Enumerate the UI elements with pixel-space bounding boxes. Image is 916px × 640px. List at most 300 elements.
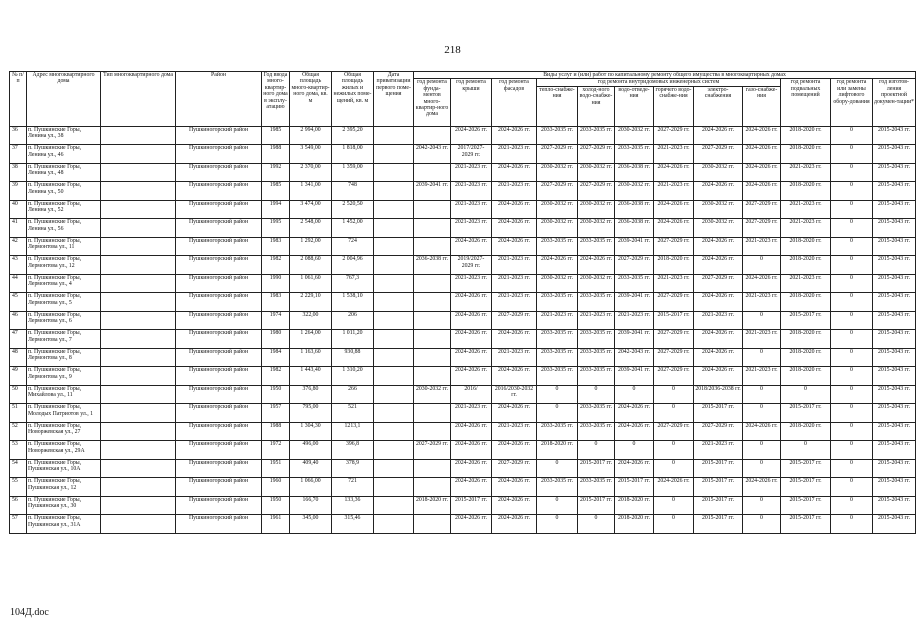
cell-privatization-date xyxy=(374,422,414,441)
row-number: 51 xyxy=(10,404,27,423)
cell-electricity: 2030-2032 гг. xyxy=(694,200,743,219)
cell-sewerage: 2042-2043 гг. xyxy=(615,348,654,367)
cell-year: 1960 xyxy=(262,478,290,497)
table-row xyxy=(10,422,916,441)
cell-privatization-date xyxy=(374,348,414,367)
cell-basement: 2015-2017 гг. xyxy=(781,311,831,330)
header-district: Район xyxy=(176,72,262,127)
cell-heating: 2018-2020 гг. xyxy=(537,441,578,460)
cell-foundation xyxy=(414,237,451,256)
header-privatization-date: Дата приватизации первого поме-щения xyxy=(374,72,414,127)
cell-privatization-date xyxy=(374,311,414,330)
cell-residential-area: 1 538,10 xyxy=(332,293,374,312)
cell-total-area: 2 548,00 xyxy=(290,219,332,238)
cell-cold-water: 2021-2023 гг. xyxy=(578,311,615,330)
cell-basement: 2021-2023 гг. xyxy=(781,274,831,293)
header-electricity: электро-снабжения xyxy=(694,86,743,126)
header-residential-area: Общая площадь жилых и нежилых поме-щений, кв. м xyxy=(332,72,374,127)
cell-heating: 2033-2035 гг. xyxy=(537,478,578,497)
cell-foundation xyxy=(414,163,451,182)
cell-cold-water: 2030-2032 гг. xyxy=(578,200,615,219)
cell-address: п. Пушкинские Горы, Лермонтова ул., 11 xyxy=(27,237,101,256)
cell-hot-water: 0 xyxy=(654,404,694,423)
table-row xyxy=(10,274,916,293)
cell-heating: 2024-2026 гг. xyxy=(537,256,578,275)
cell-electricity: 2024-2026 гг. xyxy=(694,348,743,367)
cell-total-area: 1 443,40 xyxy=(290,367,332,386)
table-header xyxy=(10,72,916,127)
header-design-docs: год изготов-ления проектной докумен-тации* xyxy=(873,79,916,126)
cell-residential-area: 767,3 xyxy=(332,274,374,293)
cell-privatization-date xyxy=(374,274,414,293)
cell-elevator: 0 xyxy=(831,515,873,534)
cell-type xyxy=(101,293,176,312)
cell-total-area: 166,70 xyxy=(290,496,332,515)
cell-foundation: 2018-2020 гг. xyxy=(414,496,451,515)
cell-hot-water: 2018-2020 гг. xyxy=(654,256,694,275)
cell-year: 1982 xyxy=(262,256,290,275)
cell-address: п. Пушкинские Горы, Пушкинская ул., 31А xyxy=(27,515,101,534)
cell-sewerage: 2033-2035 гг. xyxy=(615,145,654,164)
cell-basement: 2018-2020 гг. xyxy=(781,182,831,201)
cell-sewerage: 2024-2026 гг. xyxy=(615,404,654,423)
cell-design-docs: 2015-2043 гг. xyxy=(873,385,916,404)
cell-privatization-date xyxy=(374,478,414,497)
row-number: 53 xyxy=(10,441,27,460)
row-number: 57 xyxy=(10,515,27,534)
cell-basement: 2021-2023 гг. xyxy=(781,200,831,219)
cell-design-docs: 2015-2043 гг. xyxy=(873,219,916,238)
cell-district: Пушкиногорский район xyxy=(176,293,262,312)
cell-hot-water: 2024-2026 гг. xyxy=(654,200,694,219)
header-sewerage: водо-отведе-ния xyxy=(615,86,654,126)
cell-year: 1950 xyxy=(262,496,290,515)
header-roof: год ремонта крыши xyxy=(451,79,492,126)
cell-elevator: 0 xyxy=(831,441,873,460)
table-row xyxy=(10,496,916,515)
cell-address: п. Пушкинские Горы, Ленина ул., 46 xyxy=(27,145,101,164)
cell-sewerage: 2039-2041 гг. xyxy=(615,330,654,349)
cell-gas: 2021-2023 гг. xyxy=(743,293,781,312)
cell-residential-area: 1 818,00 xyxy=(332,145,374,164)
cell-hot-water: 2027-2029 гг. xyxy=(654,293,694,312)
row-number: 56 xyxy=(10,496,27,515)
cell-type xyxy=(101,496,176,515)
cell-sewerage: 2039-2041 гг. xyxy=(615,293,654,312)
cell-elevator: 0 xyxy=(831,311,873,330)
cell-design-docs: 2015-2043 гг. xyxy=(873,459,916,478)
cell-total-area: 2 229,10 xyxy=(290,293,332,312)
cell-type xyxy=(101,274,176,293)
cell-heating: 0 xyxy=(537,459,578,478)
cell-foundation: 2027-2029 гг. xyxy=(414,441,451,460)
cell-roof: 2024-2026 гг. xyxy=(451,441,492,460)
cell-design-docs: 2015-2043 гг. xyxy=(873,126,916,145)
cell-year: 1951 xyxy=(262,459,290,478)
cell-total-area: 2 994,00 xyxy=(290,126,332,145)
cell-heating: 2027-2029 гг. xyxy=(537,182,578,201)
cell-foundation xyxy=(414,293,451,312)
cell-electricity: 2015-2017 гг. xyxy=(694,459,743,478)
cell-design-docs: 2015-2043 гг. xyxy=(873,367,916,386)
cell-privatization-date xyxy=(374,182,414,201)
cell-foundation xyxy=(414,459,451,478)
cell-elevator: 0 xyxy=(831,293,873,312)
cell-privatization-date xyxy=(374,441,414,460)
table-row xyxy=(10,404,916,423)
cell-gas: 2027-2029 гг. xyxy=(743,200,781,219)
cell-cold-water: 2033-2035 гг. xyxy=(578,126,615,145)
cell-electricity: 2015-2017 гг. xyxy=(694,496,743,515)
cell-sewerage: 2024-2026 гг. xyxy=(615,459,654,478)
cell-address: п. Пушкинские Горы, Лермонтова ул., 7 xyxy=(27,330,101,349)
table-row xyxy=(10,145,916,164)
cell-gas: 2024-2026 гг. xyxy=(743,126,781,145)
cell-address: п. Пушкинские Горы, Ленина ул., 48 xyxy=(27,163,101,182)
cell-foundation xyxy=(414,274,451,293)
cell-electricity: 2024-2026 гг. xyxy=(694,237,743,256)
cell-gas: 0 xyxy=(743,496,781,515)
cell-heating: 2027-2029 гг. xyxy=(537,145,578,164)
cell-district: Пушкиногорский район xyxy=(176,515,262,534)
cell-roof: 2015-2017 гг. xyxy=(451,496,492,515)
cell-sewerage: 2039-2041 гг. xyxy=(615,237,654,256)
cell-heating: 2033-2035 гг. xyxy=(537,237,578,256)
cell-facade: 2024-2026 гг. xyxy=(492,367,537,386)
cell-basement: 2018-2020 гг. xyxy=(781,367,831,386)
cell-basement: 2018-2020 гг. xyxy=(781,348,831,367)
cell-foundation xyxy=(414,311,451,330)
cell-district: Пушкиногорский район xyxy=(176,459,262,478)
cell-residential-area: 748 xyxy=(332,182,374,201)
cell-residential-area: 1 011,20 xyxy=(332,330,374,349)
cell-elevator: 0 xyxy=(831,237,873,256)
cell-design-docs: 2015-2043 гг. xyxy=(873,515,916,534)
cell-sewerage: 2015-2017 гг. xyxy=(615,478,654,497)
cell-cold-water: 2027-2029 гг. xyxy=(578,182,615,201)
cell-electricity: 2024-2026 гг. xyxy=(694,256,743,275)
row-number: 38 xyxy=(10,163,27,182)
cell-sewerage: 2030-2032 гг. xyxy=(615,182,654,201)
cell-hot-water: 2027-2029 гг. xyxy=(654,126,694,145)
cell-total-area: 2 088,60 xyxy=(290,256,332,275)
header-foundation: год ремонта фунда-ментов много-квартир-ного дома xyxy=(414,79,451,126)
cell-elevator: 0 xyxy=(831,367,873,386)
cell-basement: 2018-2020 гг. xyxy=(781,422,831,441)
cell-privatization-date xyxy=(374,367,414,386)
cell-year: 1985 xyxy=(262,182,290,201)
cell-year: 1982 xyxy=(262,367,290,386)
cell-heating: 2033-2035 гг. xyxy=(537,367,578,386)
row-number: 37 xyxy=(10,145,27,164)
cell-privatization-date xyxy=(374,330,414,349)
cell-elevator: 0 xyxy=(831,182,873,201)
cell-facade: 2021-2023 гг. xyxy=(492,422,537,441)
cell-electricity: 2024-2026 гг. xyxy=(694,367,743,386)
cell-hot-water: 0 xyxy=(654,459,694,478)
cell-heating: 0 xyxy=(537,496,578,515)
cell-residential-area: 206 xyxy=(332,311,374,330)
header-facade: год ремонта фасадов xyxy=(492,79,537,126)
cell-roof: 2017/2027-2029 гг. xyxy=(451,145,492,164)
cell-year: 1994 xyxy=(262,200,290,219)
cell-address: п. Пушкинские Горы, Пушкинская ул., 12 xyxy=(27,478,101,497)
cell-facade: 2021-2023 гг. xyxy=(492,293,537,312)
cell-year: 1950 xyxy=(262,385,290,404)
cell-facade: 2021-2023 гг. xyxy=(492,274,537,293)
cell-type xyxy=(101,126,176,145)
cell-cold-water: 2030-2032 гг. xyxy=(578,163,615,182)
cell-cold-water: 2033-2035 гг. xyxy=(578,237,615,256)
cell-gas: 2024-2026 гг. xyxy=(743,478,781,497)
cell-foundation: 2039-2041 гг. xyxy=(414,182,451,201)
cell-elevator: 0 xyxy=(831,219,873,238)
cell-privatization-date xyxy=(374,126,414,145)
table-row xyxy=(10,182,916,201)
cell-cold-water: 2033-2035 гг. xyxy=(578,348,615,367)
cell-heating: 2033-2035 гг. xyxy=(537,330,578,349)
cell-facade: 2024-2026 гг. xyxy=(492,237,537,256)
cell-elevator: 0 xyxy=(831,385,873,404)
cell-type xyxy=(101,478,176,497)
cell-district: Пушкиногорский район xyxy=(176,237,262,256)
cell-residential-area: 378,9 xyxy=(332,459,374,478)
cell-elevator: 0 xyxy=(831,496,873,515)
row-number: 45 xyxy=(10,293,27,312)
header-year: Год ввода много-квартир-ного дома в эксплу-атацию xyxy=(262,72,290,127)
row-number: 46 xyxy=(10,311,27,330)
cell-district: Пушкиногорский район xyxy=(176,385,262,404)
cell-residential-area: 521 xyxy=(332,404,374,423)
cell-roof: 2021-2023 гг. xyxy=(451,404,492,423)
cell-elevator: 0 xyxy=(831,422,873,441)
cell-basement: 2018-2020 гг. xyxy=(781,293,831,312)
cell-electricity: 2027-2029 гг. xyxy=(694,422,743,441)
table-row xyxy=(10,459,916,478)
cell-total-area: 496,00 xyxy=(290,441,332,460)
header-type: Тип многоквартирного дома xyxy=(101,72,176,127)
table-row xyxy=(10,237,916,256)
cell-design-docs: 2015-2043 гг. xyxy=(873,496,916,515)
cell-facade: 2027-2029 гг. xyxy=(492,311,537,330)
cell-total-area: 1 341,00 xyxy=(290,182,332,201)
header-cold-water: холод-ного водо-снабже-ния xyxy=(578,86,615,126)
cell-residential-area: 721 xyxy=(332,478,374,497)
cell-design-docs: 2015-2043 гг. xyxy=(873,404,916,423)
cell-foundation xyxy=(414,367,451,386)
row-number: 49 xyxy=(10,367,27,386)
cell-basement: 2015-2017 гг. xyxy=(781,459,831,478)
cell-address: п. Пушкинские Горы, Пушкинская ул., 10А xyxy=(27,459,101,478)
cell-privatization-date xyxy=(374,256,414,275)
row-number: 47 xyxy=(10,330,27,349)
document-filename: 104Д.doc xyxy=(10,607,49,618)
cell-roof: 2024-2026 гг. xyxy=(451,348,492,367)
cell-type xyxy=(101,348,176,367)
cell-type xyxy=(101,256,176,275)
cell-residential-area: 930,88 xyxy=(332,348,374,367)
cell-facade: 2024-2026 гг. xyxy=(492,330,537,349)
cell-design-docs: 2015-2043 гг. xyxy=(873,330,916,349)
cell-hot-water: 2024-2026 гг. xyxy=(654,163,694,182)
cell-hot-water: 2027-2029 гг. xyxy=(654,330,694,349)
cell-year: 1983 xyxy=(262,293,290,312)
cell-district: Пушкиногорский район xyxy=(176,422,262,441)
cell-basement: 2018-2020 гг. xyxy=(781,330,831,349)
cell-address: п. Пушкинские Горы, Новоржевская ул., 27 xyxy=(27,422,101,441)
cell-address: п. Пушкинские Горы, Лермонтова ул., 9 xyxy=(27,367,101,386)
cell-sewerage: 2018-2020 гг. xyxy=(615,496,654,515)
cell-address: п. Пушкинские Горы, Ленина ул., 56 xyxy=(27,219,101,238)
cell-privatization-date xyxy=(374,385,414,404)
cell-sewerage: 0 xyxy=(615,441,654,460)
cell-total-area: 1 061,60 xyxy=(290,274,332,293)
cell-residential-area: 315,46 xyxy=(332,515,374,534)
header-services: Виды услуг и (или) работ по капитальному ремонту общего имущества в многоквартирных домах xyxy=(414,72,916,79)
cell-type xyxy=(101,367,176,386)
cell-residential-area: 1213,1 xyxy=(332,422,374,441)
cell-gas: 2021-2023 гг. xyxy=(743,367,781,386)
cell-roof: 2016/ xyxy=(451,385,492,404)
row-number: 43 xyxy=(10,256,27,275)
page-number: 218 xyxy=(444,44,461,56)
cell-residential-area: 133,36 xyxy=(332,496,374,515)
cell-cold-water: 2033-2035 гг. xyxy=(578,404,615,423)
cell-cold-water: 2033-2035 гг. xyxy=(578,330,615,349)
cell-heating: 2030-2032 гг. xyxy=(537,274,578,293)
cell-privatization-date xyxy=(374,200,414,219)
cell-year: 1992 xyxy=(262,163,290,182)
cell-type xyxy=(101,515,176,534)
table-row xyxy=(10,126,916,145)
cell-electricity: 2024-2026 гг. xyxy=(694,293,743,312)
cell-elevator: 0 xyxy=(831,200,873,219)
cell-gas: 2024-2026 гг. xyxy=(743,422,781,441)
cell-roof: 2021-2023 гг. xyxy=(451,219,492,238)
cell-residential-area: 2 004,96 xyxy=(332,256,374,275)
cell-sewerage: 0 xyxy=(615,385,654,404)
cell-roof: 2024-2026 гг. xyxy=(451,237,492,256)
cell-cold-water: 2015-2017 гг. xyxy=(578,459,615,478)
cell-gas: 2024-2026 гг. xyxy=(743,182,781,201)
cell-residential-area: 266 xyxy=(332,385,374,404)
cell-elevator: 0 xyxy=(831,145,873,164)
header-gas: газо-снабже-ния xyxy=(743,86,781,126)
cell-facade: 2024-2026 гг. xyxy=(492,404,537,423)
cell-roof: 2024-2026 гг. xyxy=(451,293,492,312)
cell-electricity: 2024-2026 гг. xyxy=(694,126,743,145)
cell-sewerage: 2039-2041 гг. xyxy=(615,367,654,386)
cell-facade: 2024-2026 гг. xyxy=(492,441,537,460)
cell-basement: 2018-2020 гг. xyxy=(781,126,831,145)
cell-district: Пушкиногорский район xyxy=(176,330,262,349)
cell-address: п. Пушкинские Горы, Михайлова ул., 11 xyxy=(27,385,101,404)
cell-design-docs: 2015-2043 гг. xyxy=(873,237,916,256)
cell-facade: 2016/2030-2032 гг. xyxy=(492,385,537,404)
cell-foundation xyxy=(414,404,451,423)
header-total-area: Общая площадь много-квартир-ного дома, кв. м xyxy=(290,72,332,127)
cell-design-docs: 2015-2043 гг. xyxy=(873,256,916,275)
cell-design-docs: 2015-2043 гг. xyxy=(873,182,916,201)
cell-elevator: 0 xyxy=(831,126,873,145)
header-heating: тепло-снабже-ния xyxy=(537,86,578,126)
cell-type xyxy=(101,163,176,182)
cell-gas: 0 xyxy=(743,256,781,275)
cell-facade: 2024-2026 гг. xyxy=(492,478,537,497)
cell-heating: 2033-2035 гг. xyxy=(537,422,578,441)
cell-gas: 2024-2026 гг. xyxy=(743,163,781,182)
cell-hot-water: 2027-2029 гг. xyxy=(654,237,694,256)
cell-facade: 2021-2023 гг. xyxy=(492,348,537,367)
cell-sewerage: 2036-2038 гг. xyxy=(615,219,654,238)
cell-year: 1983 xyxy=(262,237,290,256)
cell-facade: 2021-2023 гг. xyxy=(492,256,537,275)
cell-gas: 2027-2029 гг. xyxy=(743,219,781,238)
header-address: Адрес многоквартирного дома xyxy=(27,72,101,127)
cell-privatization-date xyxy=(374,404,414,423)
table-row xyxy=(10,330,916,349)
cell-electricity: 2015-2017 гг. xyxy=(694,478,743,497)
cell-heating: 0 xyxy=(537,404,578,423)
cell-basement: 2015-2017 гг. xyxy=(781,478,831,497)
cell-total-area: 795,00 xyxy=(290,404,332,423)
cell-type xyxy=(101,219,176,238)
cell-electricity: 2030-2032 гг. xyxy=(694,219,743,238)
cell-cold-water: 2027-2029 гг. xyxy=(578,145,615,164)
cell-gas: 0 xyxy=(743,348,781,367)
cell-hot-water: 2021-2023 гг. xyxy=(654,145,694,164)
header-networks: год ремонта внутридомовых инженерных систем xyxy=(537,79,781,86)
table-row xyxy=(10,163,916,182)
cell-type xyxy=(101,404,176,423)
cell-hot-water: 2015-2017 гг. xyxy=(654,311,694,330)
cell-year: 1985 xyxy=(262,126,290,145)
table-row xyxy=(10,385,916,404)
cell-cold-water: 2033-2035 гг. xyxy=(578,478,615,497)
table-row xyxy=(10,311,916,330)
cell-elevator: 0 xyxy=(831,404,873,423)
cell-heating: 2030-2032 гг. xyxy=(537,200,578,219)
cell-address: п. Пушкинские Горы, Лермонтова ул., 12 xyxy=(27,256,101,275)
cell-facade: 2027-2029 гг. xyxy=(492,459,537,478)
cell-roof: 2024-2026 гг. xyxy=(451,515,492,534)
cell-gas: 0 xyxy=(743,459,781,478)
cell-district: Пушкиногорский район xyxy=(176,256,262,275)
cell-sewerage: 2033-2035 гг. xyxy=(615,274,654,293)
cell-type xyxy=(101,237,176,256)
cell-gas: 2021-2023 гг. xyxy=(743,237,781,256)
cell-cold-water: 2030-2032 гг. xyxy=(578,219,615,238)
table-row xyxy=(10,293,916,312)
cell-gas: 0 xyxy=(743,311,781,330)
cell-roof: 2024-2026 гг. xyxy=(451,478,492,497)
cell-foundation xyxy=(414,422,451,441)
cell-design-docs: 2015-2043 гг. xyxy=(873,163,916,182)
cell-electricity: 2027-2029 гг. xyxy=(694,145,743,164)
cell-cold-water: 2033-2035 гг. xyxy=(578,367,615,386)
cell-residential-area: 396,8 xyxy=(332,441,374,460)
cell-design-docs: 2015-2043 гг. xyxy=(873,441,916,460)
cell-gas: 2024-2026 гг. xyxy=(743,274,781,293)
cell-district: Пушкиногорский район xyxy=(176,478,262,497)
cell-roof: 2024-2026 гг. xyxy=(451,126,492,145)
cell-total-area: 3 549,00 xyxy=(290,145,332,164)
header-basement: год ремонта подвальных помещений xyxy=(781,79,831,126)
cell-district: Пушкиногорский район xyxy=(176,274,262,293)
cell-privatization-date xyxy=(374,293,414,312)
cell-electricity: 2024-2026 гг. xyxy=(694,330,743,349)
cell-roof: 2024-2026 гг. xyxy=(451,311,492,330)
